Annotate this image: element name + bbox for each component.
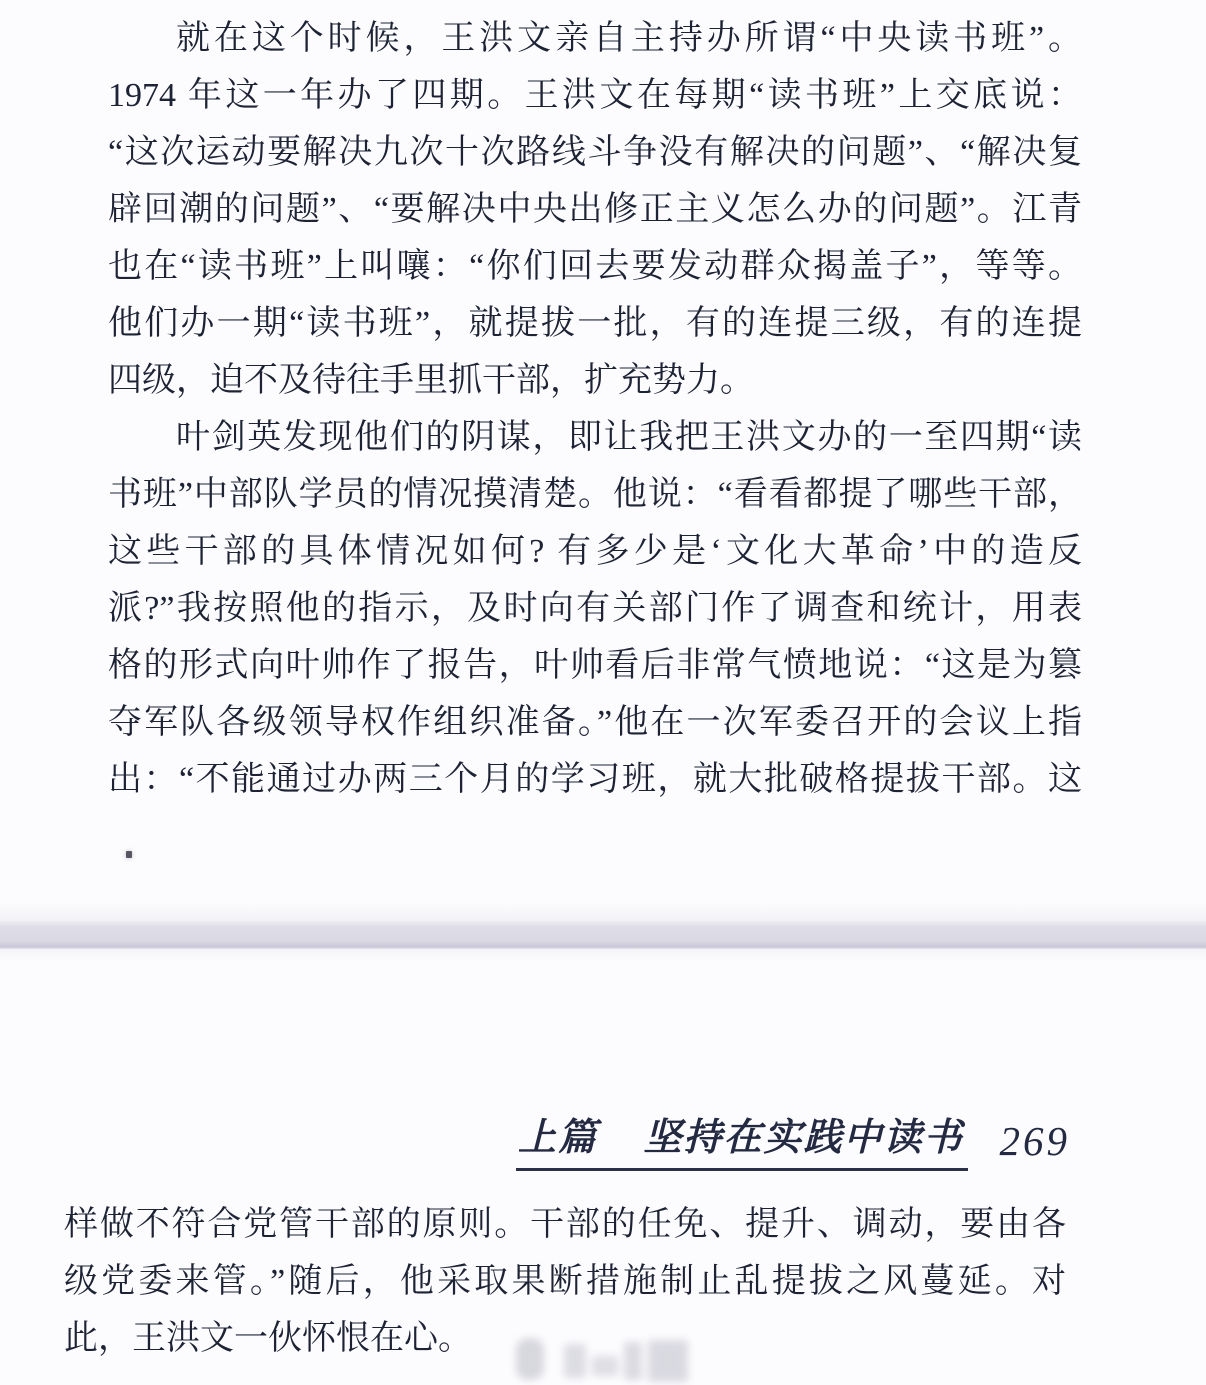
text-line: “这次运动要解决九次十次路线斗争没有解决的问题”、“解决复 bbox=[108, 134, 1082, 171]
watermark-glyph bbox=[624, 1342, 642, 1380]
page-top-shadow bbox=[0, 949, 1206, 961]
text-line: 辟回潮的问题”、“要解决中央出修正主义怎么办的问题”。江青 bbox=[108, 191, 1082, 228]
running-title bbox=[516, 1106, 968, 1171]
text-line: 他们办一期“读书班”，就提拔一批，有的连提三级，有的连提 bbox=[108, 305, 1082, 342]
text-line: 叶剑英发现他们的阴谋，即让我把王洪文办的一至四期“读 bbox=[176, 419, 1082, 456]
text-line: 就在这个时候，王洪文亲自主持办所谓“中央读书班”。 bbox=[176, 20, 1082, 57]
page-number: 269 bbox=[999, 1118, 1071, 1164]
text-line: 这些干部的具体情况如何? 有多少是‘文化大革命’中的造反 bbox=[108, 533, 1082, 570]
text-line: 派?”我按照他的指示，及时向有关部门作了调查和统计，用表 bbox=[108, 590, 1082, 627]
text-line: 书班”中部队学员的情况摸清楚。他说：“看看都提了哪些干部， bbox=[108, 476, 1082, 513]
text-line: 格的形式向叶帅作了报告，叶帅看后非常气愤地说：“这是为篡 bbox=[108, 647, 1082, 684]
chapter-title: 坚持在实践中读书 bbox=[643, 1117, 964, 1159]
watermark-glyph bbox=[648, 1340, 688, 1382]
watermark-logo-icon bbox=[516, 1338, 544, 1380]
text-line: 1974 年这一年办了四期。王洪文在每期“读书班”上交底说： bbox=[108, 77, 1082, 114]
watermark-glyph bbox=[592, 1356, 618, 1376]
text-line: 出：“不能通过办两三个月的学习班，就大批破格提拔干部。这 bbox=[108, 761, 1082, 798]
top-page-text bbox=[108, 10, 1082, 808]
text-line: 夺军队各级领导权作组织准备。”他在一次军委召开的会议上指 bbox=[108, 704, 1082, 741]
page-header bbox=[516, 1106, 1070, 1171]
ink-speck bbox=[126, 851, 132, 858]
text-line: 此，王洪文一伙怀恨在心。 bbox=[64, 1320, 472, 1357]
page-divider-band bbox=[0, 921, 1206, 949]
text-line: 也在“读书班”上叫嚷：“你们回去要发动群众揭盖子”，等等。 bbox=[108, 248, 1082, 285]
text-line: 四级，迫不及待往手里抓干部，扩充势力。 bbox=[108, 362, 754, 399]
section-label: 上篇 bbox=[518, 1117, 599, 1159]
watermark-glyph bbox=[564, 1344, 586, 1378]
text-line: 样做不符合党管干部的原则。干部的任免、提升、调动，要由各 bbox=[64, 1206, 1066, 1243]
page-bottom-shadow bbox=[0, 903, 1206, 921]
watermark bbox=[512, 1336, 702, 1385]
text-line: 级党委来管。”随后，他采取果断措施制止乱提拔之风蔓延。对 bbox=[64, 1263, 1066, 1300]
